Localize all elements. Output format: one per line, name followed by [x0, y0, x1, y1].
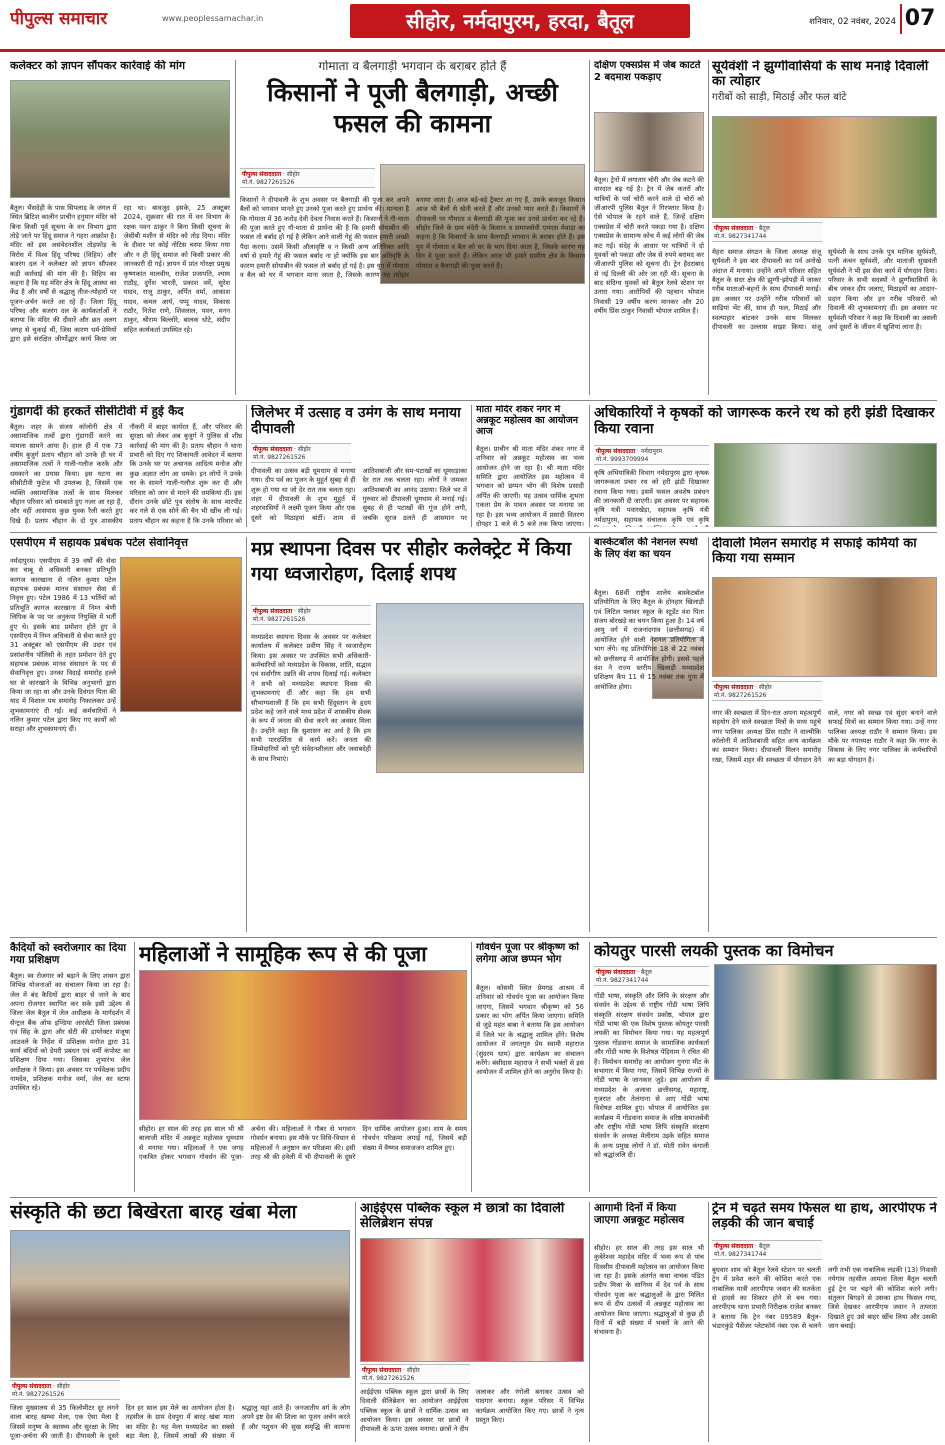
byline-place: सीहोर — [297, 608, 311, 615]
article-body: सीहोर। हर साल की तरह इस साल भी श्री बालाजी मंदिर में अन्नकूट महोत्सव धूमधाम से मनाया गया। महिलाओं ने एक जगह एकत्रित होकर भगवान गोवर्धन की पूजा-अर्चना की। महिलाओं ने गौबर से भगवान गोवर्धन बनाया। इस मौके पर विधि-विधान से महिलाओं ने अनुष्ठान कर परिक्रमा की। इसी तरह श्री की हवेली में भी दीपावली के दूसरे दिन धार्मिक आयोजन हुआ। शाम के समय गोवर्धन परिक्रमा लगाई गई, जिसमें बड़ी संख्या में वैष्णव समाजजन शामिल हुए। — [139, 1125, 467, 1162]
article-temple-demolition — [10, 60, 230, 395]
newspaper-logo — [10, 6, 160, 30]
byline: पीपुल्स संवाददाता · बैतूल मो.नं. 9827341744 — [594, 966, 709, 986]
headline: दक्षिण एक्सप्रेस में जेब काटते 2 बदमाश पकड़ाए — [594, 60, 701, 83]
headline: किसानों ने पूजी बैलगाड़ी, अच्छी फसल की कामना — [267, 77, 558, 139]
article-body: किसानों ने दीपावली के शुभ अवसर पर बैलगाड़ी की पूजा कर अपने बैलों को भगवान मानते हुए उनको पूजा करते हुए प्रार्थना की। मान्यता है कि गोमाता में 36 करोड़ देवी देवता निवास करते हैं। किसानों ने गौ-माता की पूजा करते हुए गौ-माता से प्रार्थना की है कि हमारी सोयाबीन की फसल तो बर्बाद हो गई है लेकिन आने वाली गेहूं की फसल हमारी अच्छी पैदा करना। उसमें किसी औलावृष्टि व न किसी अन्य अतिरिक्त आदि वर्षा से हमारे गेहूं की फसल बर्बाद ना हो क्योंकि इस बार अतिवृष्टि के कारण हमारी सोयाबीन की फसल तो बर्बाद हो गई है। इस युग में गोमाता व बैल को घर में भगवान माना जाता है, जिसके कारण यह त्योहार बनाया जाता है। आज बड़े-बड़े ट्रैक्टर आ गए हैं, उसके बावजूद किसान आज भी बैलों से खेती करते हैं और उनको प्यार करते हैं। किसानों ने दीपावली पर गौमाता व बैलगाड़ी की पूजा कर उनसे प्रार्थना कर रहे हैं। सीहोर जिले के ग्राम चंदेरी के किसान व समाजसेवी एमएस मेवाड़ा का कहना है कि किसानों के साथ बैलगाड़ी भगवान के बराबर होते हैं। इस युग में गोमाता व बैल को घर के भाग दिया जाता है, जिसके कारण यह दिन वे पूजा करते हैं। लेकिन आज भी हमारे ग्रामीण क्षेत्र के किसान गोमाता व बैलगाड़ी की पूजा करते हैं। — [240, 196, 585, 279]
column-rule — [589, 537, 590, 932]
headline: बास्केटबॉल की नेशनल स्पर्धा के लिए वंश का चयन — [594, 537, 698, 560]
photo-arrested-men — [594, 112, 704, 172]
article-body: बैतूल। कोसमी स्थित प्रेमगढ़ आश्रम में शनिवार को गोवर्धन पूजा का आयोजन किया जाएगा, जिसमें भगवान श्रीकृष्ण को 56 प्रकार का भोग अर्पित किया जाएगा। समिति से जुड़े महंत बाबा ने बताया कि इस आयोजन में जिले भर के श्रद्धालु शामिल होंगे। विशेष आयोजन में जगतगुरु प्रेम स्वामी महाराज (सुंदरम धाम) द्वारा कार्यक्रम का संचालन करेंगे। बंसीदास महाराज ने सभी भक्तों से इस आयोजन में शामिल होने का अनुरोध किया है। — [476, 984, 584, 1077]
byline-mobile: मो.नं. 9827261526 — [242, 179, 295, 186]
headline: संस्कृति की छटा बिखेरता बारह खंबा मेला — [10, 1202, 297, 1223]
byline-place: सीहोर — [758, 684, 772, 691]
byline-mobile: मो.नं. 9827341744 — [714, 233, 767, 240]
photo-women-gathering — [712, 116, 937, 218]
article-body: आईईएस पब्लिक स्कूल द्वारा छात्रों के लिए दिवाली सेलिब्रेशन का आयोजन आईईएस पब्लिक स्कूल के छात्रों ने धार्मिक उत्सव का आयोजन किया। इस अवसर पर छात्रों ने दीपावली के ऊपर उत्सव मनाया। छात्रों ने दीप जलाकर और रंगोली बनाकर उत्सव को यादगार बनाया। स्कूल परिसर में विभिन्न कार्यक्रम आयोजित किए गए। छात्रों ने नृत्य प्रस्तुत किए। — [360, 1388, 584, 1434]
photo-women-worship — [139, 970, 467, 1120]
website-url[interactable]: www.peoplessamachar.in — [162, 14, 264, 23]
byline: पीपुल्स संवाददाता · सीहोर मो.नं. 9827261526 — [10, 1380, 120, 1400]
article-mp-foundation-day — [251, 537, 584, 932]
byline-place: सीहोर — [297, 446, 311, 453]
byline-mobile: मो.नं. 9827261526 — [12, 1391, 65, 1398]
article-barah-khamba-fair — [10, 1202, 350, 1442]
article-rpf-rescue — [712, 1202, 937, 1442]
byline-reporter: पीपुल्स संवाददाता — [714, 684, 754, 691]
column-rule — [708, 1202, 709, 1442]
article-pickpockets-arrested — [594, 60, 704, 395]
article-body: बुधवार शाम को बैतूल रेलवे स्टेशन पर चलती ट्रेन में प्रवेश करने की कोशिश करते एक नाबालिक यात्री आरपीएफ जवान की सतर्कता से हादसे का शिकार होने से बच गया। आरपीएफ थाना प्रभारी निरीक्षक राजेश बनकर ने बताया कि ट्रेन नंबर 09589 बैतूल-भंडारकुंडे पैसेंजर प्लेटफॉर्म नंबर एक से चलने लगी तभी एक नाबालिक लड़की (13) निवासी नयेगांव तहसील आमला जिला बैतूल चलती हुई ट्रेन पर चढ़ने की कोशिश करने लगी। संतुलन बिगड़ने से उसका हाथ फिसल गया, जिसे देखकर आरपीएफ जवान ने तत्परता दिखाते हुए उसे बाहर खींच लिया और उसकी जान बचाई। — [712, 1266, 937, 1331]
byline-mobile: मो.नं. 9993709994 — [596, 456, 649, 463]
page-number: 07 — [900, 4, 938, 34]
article-body-left: गोंडी भाषा, संस्कृति और लिपि के संरक्षण और संवर्धन के उद्देश्य से राष्ट्रीय गोंडी भाषा लिपि संस्कृति संरक्षण संवर्धन प्रकोष्ठ, भोपाल द्वारा गोंडी भाषा की एक विशेष पुस्तक कोयतुर पारसी लयकी का विमोचन किया गया। यह महत्वपूर्ण पुस्तक गोंडवाना समाज के सामाजिक कार्यकर्ता और गोंडी भाषा के विशेषज्ञ पेड़ियाम ने रचित की है। विमोचन समारोह का आयोजन गुनगा मीट के सभागार में किया गया, जिसमें विभिन्न राज्यों के गोंडी भाषा के जानकार जुड़े। इस आयोजन में मध्यप्रदेश के अलावा छत्तीसगढ़, महाराष्ट्र, गुजरात और तेलंगाना से आए गोंडी भाषा विशेषज्ञ शामिल हुए। भोपाल में आयोजित इस कार्यक्रम में गोंडवाना समाज के वरिष्ठ समाजसेवी और राष्ट्रीय गोंडी भाषा लिपि संस्कृति संरक्षण संवर्धन के अध्यक्ष मेलीराम उइके सहित समाज के अन्य प्रमुख लोगों ने डॉ. मोती रावेन कंगाली को श्रद्धांजलि दी। — [594, 992, 709, 1160]
article-bullock-cart-puja — [240, 60, 585, 395]
byline-mobile: मो.नं. 9827341744 — [714, 1251, 767, 1258]
column-rule — [708, 60, 709, 395]
byline: पीपुल्स संवाददाता · सीहोर मो.नं. 9827261526 — [360, 1364, 470, 1384]
byline: पीपुल्स संवाददाता · बैतूल मो.नं. 9827341744 — [712, 222, 822, 242]
headline: सूर्यवंशी ने झुग्गीवासियों के साथ मनाई दिवाली का त्योहार — [712, 60, 929, 89]
headline: कोयतुर पारसी लयकी पुस्तक का विमोचन — [594, 942, 834, 960]
article-slum-diwali — [712, 60, 937, 395]
byline-place: सीहोर — [56, 1383, 70, 1390]
article-body: बैतूल। भैंसदेही के पास सिपलाड़ के जंगल में स्थित ब्रिटिश कालीन प्राचीन हनुमान मंदिर को बिना किसी पूर्व सूचना के वन विभाग द्वारा तोड़े जाने पर हिंदू समाज ने गहरा आक्रोश है। मंदिर को इस असंवेदनशील तोड़फोड़ के विरोध में विश्व हिंदू परिषद (विहिप) और बजरंग दल ने कलेक्टर को ज्ञापन सौंपकर कड़ी कार्रवाई की मांग की है। विहिप का कहना है कि यह मंदिर क्षेत्र के हिंदू आस्था का केंद्र है और वर्षों से श्रद्धालु तीज-त्योहारों पर पूजन-अर्चन करते आ रहे हैं। जिला हिंदू परिषद और बजरंग दल के कार्यकर्ताओं ने बताया कि मंदिर की दीवारें और छत अलग जगह से चुकाई थीं, जिस कारण धर्म-प्रेमियों द्वारा इसे संरक्षित जीर्णोद्धार कार्य किया जा रहा था। बावजूद इसके, 25 अक्टूबर 2024, शुक्रवार की रात में वन विभाग के रक्षक पवन ठाकुर ने बिना किसी सूचना के जेसीबी मशीन से मंदिर को तोड़ दिया। मंदिर के दीवार पर कोई नोटिस चस्पा किया गया और न ही हिंदू समाज को किसी प्रकार की जानकारी दी गई। ज्ञापन में प्रांत गोरक्षा प्रमुख कृष्णकांत मालवीय, राजेश प्रजापति, श्याम राठौड़, दुर्गेश भारती, प्रकाश वर्मे, सुरेश यादव, राजू ठाकुर, अर्पित वर्मा, आकाश यादव, कमल आर्य, पप्पू यादव, विकास राठौर, नितेश राणे, शिवलाल, पवन, मनन ठाकुर, श्रीराम बिल्लोरे, बालक धोटे, संदीप सहित कार्यकर्ता उपस्थित रहे। — [10, 204, 230, 344]
photo-flag-hoisting — [376, 603, 584, 773]
masthead — [0, 0, 945, 52]
column-rule — [708, 537, 709, 932]
byline-reporter: पीपुल्स संवाददाता — [253, 446, 293, 453]
headline: आईईएस पब्लिक स्कूल में छात्रों का दिवाली सेलिब्रेशन संपन्न — [360, 1202, 565, 1231]
headline: गोवर्धन पूजा पर श्रीकृष्ण को लगेगा आज छप्पन भोग — [476, 942, 579, 965]
byline-reporter: पीपुल्स संवाददाता — [596, 969, 636, 976]
photo-demolished-temple — [10, 80, 230, 198]
row-rule — [10, 532, 937, 533]
byline: पीपुल्स संवाददाता · सीहोर मो.नं. 9827261526 — [240, 168, 375, 188]
photo-fair-crowd — [10, 1230, 350, 1378]
subheadline: गरीबों को साड़ी, मिठाई और फल बांटे — [712, 91, 847, 103]
headline: माता मंदिर शंकर नगर में अन्नकूट महोत्सव का आयोजन आज — [476, 405, 579, 437]
column-rule — [134, 942, 135, 1192]
headline: मप्र स्थापना दिवस पर सीहोर कलेक्ट्रेट में किया गया ध्वजारोहण, दिलाई शपथ — [251, 538, 572, 585]
byline: पीपुल्स संवाददाता · नर्मदापुरम मो.नं. 9993709994 — [594, 445, 709, 465]
column-rule — [246, 405, 247, 527]
headline: कलेक्टर को ज्ञापन सौंपकर कार्रवाई की मांग — [10, 60, 186, 72]
row-rule — [10, 400, 937, 401]
article-gondi-book-launch — [594, 942, 937, 1192]
byline: पीपुल्स संवाददाता · बैतूल मो.नं. 9827341744 — [712, 1240, 822, 1260]
byline-mobile: मो.नं. 9827261526 — [253, 616, 306, 623]
article-body: बैतूल। ट्रेनों में लगातार चोरी और जेब कटने की वारदात बढ़ गई है। ट्रेन में जेब कतरों और यात्रियों के पर्स चोरी करने वाले दो चोरों को जीआरपी पुलिस बैतूल ने गिरफ्तार किया है। ऐसे भोपाल के रहने वाले हैं, जिन्हें दक्षिण एक्सप्रेस में चोरी करते पकड़ा गया है। दक्षिण एक्सप्रेस के सामान्य कोच में कई लोगों की जेब कट गई। संदेह के आधार पर यात्रियों ने दो युवकों को पकड़ा और जेब से रुपये बरामद कर जीआरपी पुलिस को सूचना दी। ट्रेन हैदराबाद से नई दिल्ली की ओर जा रही थी। सूचना के बाद संदिग्ध युवकों को बैतूल रेलवे स्टेशन पर उतारा गया। आरोपियों की पहचान भोपाल निवासी 19 वर्षीय करण मानकर और 20 वर्षीय प्रिंस ठाकुर निवासी भोपाल शामिल हैं। — [594, 176, 704, 316]
column-rule — [471, 405, 472, 527]
row-rule — [10, 1197, 937, 1198]
headline: अधिकारियों ने कृषकों को जागरूक करने रथ को हरी झंडी दिखाकर किया रवाना — [594, 405, 935, 438]
headline: दीवाली मिलन समारोह में सफाई कर्मियों का किया गया सम्मान — [712, 537, 917, 566]
article-ies-school-diwali — [360, 1202, 584, 1442]
article-body: बैतूल। 68वीं राष्ट्रीय शालेय बास्केटबॉल प्रतियोगिता के लिए बैतूल के होनहार खिलाड़ी एवं लिटिल फ्लावर स्कूल के स्टूडेंट वंश पिता संजय बोरखड़े का चयन किया हुआ है। 14 वर्ष आयु वर्ग में राजनांदगांव (छत्तीसगढ़) में आयोजित होने वाली नेशनल प्रतियोगिता में भाग लेंगे। यह प्रतियोगिता 18 से 22 नवंबर को छत्तीसगढ़ में आयोजित होगी। इससे पहले वंश ने राज्य स्तरीय खिलाड़ी मध्यप्रदेश प्रशिक्षण कैंप 11 से 15 नवंबर तक गुना में आयोजित होगा। — [594, 589, 704, 691]
column-rule — [589, 60, 590, 395]
byline-reporter: पीपुल्स संवाददाता — [714, 225, 754, 232]
byline-place: बैतूल — [758, 1243, 770, 1250]
article-govardhan-puja — [476, 942, 584, 1192]
article-farmer-awareness-chariot — [594, 405, 937, 527]
photo-retirement-ceremony — [120, 557, 242, 712]
headline: ट्रेन में चढ़ते समय फिसल था हाथ, आरपीएफ ने लड़की की जान बचाई — [712, 1202, 937, 1231]
byline-mobile: मो.नं. 9827261526 — [362, 1375, 415, 1382]
article-body: दीपावली का उत्सव बड़ी धूमधाम से मनाया गया। दीप पर्व का पूजन के मुहूर्त सुबह से ही शुरू हो गया था जो देर रात तक चलता रहा। शहर में दीपावली के शुभ मुहूर्त में शहरवासियों ने लक्ष्मी पूजन किया और एक दूसरे को मिठाइयां बांटीं। शाम से आतिशबाजी और सम-पटाखों का धूमधड़ाका देर रात तक चलता रहा। लोगों ने जमकर आतिशबाजी का आनंद उठाया। जिले भर में गुरुवार को दीपावली धूमधाम से मनाई गई। सुबह से ही पटाखों की गूंज होने लगी, जबकि सूरज ढलते ही आसमान पर — [251, 467, 467, 522]
byline-reporter: पीपुल्स संवाददाता — [253, 608, 293, 615]
article-diwali-celebration — [251, 405, 467, 527]
headline: कैदियों को स्वरोजगार का दिया गया प्रशिक्षण — [10, 942, 127, 967]
headline: जिलेभर में उत्साह व उमंग के साथ मनाया दीपावली — [251, 405, 461, 438]
issue-date: शनिवार, 02 नवंबर, 2024 — [809, 17, 896, 27]
photo-flag-off-vehicle — [714, 443, 937, 527]
byline-mobile: मो.नं. 9827261526 — [714, 692, 767, 699]
article-spm-retirement — [10, 537, 242, 932]
article-body: जिला मुख्यालय से 35 किलोमीटर दूर लगने वाला बारह खम्भा मेला, एक ऐसा मेला है जिसमें मनुष्य के स्वास्थ्य और सुरक्षा के लिए पूजा-अर्चना की जाती है। दीपावली के दूसरे दिन हर साल इस मेले का आयोजन होता है। तहसील के ग्राम देवपुरा में बारह खंबा माता का मंदिर है। यह मेला मध्यप्रदेश का सबसे बड़ा मेला है, जिसमें लाखों की संख्या में श्रद्धालु यहां आते हैं। जनजातीय वर्ग के लोग अपने इष्ट देव की शिला का पूजन अर्चन करते हैं और पशुधन की सुख समृद्धि की कामना — [10, 1404, 350, 1441]
byline-reporter: पीपुल्स संवाददाता — [362, 1367, 402, 1374]
kicker: गोमाता व बैलगाड़ी भगवान के बराबर होते हैं — [318, 60, 507, 73]
column-rule — [589, 942, 590, 1192]
article-cctv-hooliganism — [10, 405, 242, 527]
article-annakut-shankar-nagar — [476, 405, 584, 527]
article-prisoner-training — [10, 942, 130, 1192]
byline: पीपुल्स संवाददाता · सीहोर मो.नं. 9827261526 — [712, 681, 822, 701]
article-body: नगर की स्वच्छता में दिन-रात अपना महत्वपूर्ण सहयोग देने वाले स्वच्छता मित्रों के मध्य पहुंचे नगर पालिका अध्यक्ष प्रिंस राठौर ने वाल्मीकि कॉलोनी में आतिशबाजी सहित अन्य कार्यक्रम का सम्मान किया। दीपावली मिलन समारोह रखा, जिसमें शहर की स्वच्छता में योगदान देने वाले, नगर को स्वच्छ एवं सुंदर बनाने वाले सफाई मित्रों का सम्मान किया गया। उन्हें नगर पालिका अध्यक्ष राठौर ने सम्मान किया। इस मौके पर नपाध्यक्ष राठौर ने कहा कि नगर के विकास के लिए नगर पालिका के कर्मचारियों का बड़ा योगदान है। — [712, 709, 937, 764]
article-body: बैतूल। शहर के संजय कॉलोनी क्षेत्र में असामाजिक तत्वों द्वारा गुंडागर्दी करने का मामला सामने आया है। हाल ही में एक 73 वर्षीय बुजुर्ग प्रताप चौहान को उनके ही घर में असामाजिक तत्वों ने गाली-गलौज करके और धमकाने का प्रयास किया। इस घटना का सीसीटीवी फुटेज भी उपलब्ध है, जिसमें एक व्यक्ति असामाजिक तत्वों के साथ मिलकर चौहान परिवार को धमकाते हुए नजर आ रहा है, और वहीं आसपास कुछ युवक रैली करते हुए दिखे हैं। प्रताप चौहान के दो पुत्र शासकीय नौकरी में बाहर कार्यरत हैं, और परिवार की सुरक्षा को लेकर अब बुजुर्ग ने पुलिस से शीघ्र कार्रवाई की मांग की है। प्रताप चौहान ने थाना प्रभारी को दिए गए शिकायती आवेदन में बताया कि उनके घर पर अचानक आदित्य मनोज और कुछ अज्ञात लोग आ धमके। इन लोगों ने उनके घर के सामने गाली-गलौज शुरू कर दी और परिवार को जान से मारने की धमकियां दीं। इस दौरान उनके छोटे पुत्र संतोष के साथ मारपीट कर गले से एक सोने की चैन भी खींच ली गई। प्रताप चौहान का कहना है कि उनके परिवार को — [10, 423, 242, 525]
headline: आगामी दिनों में किया जाएगा अन्नकूट महोत्सव — [594, 1202, 685, 1227]
article-body: कृषि अभियांत्रिकी विभाग नर्मदापुरम द्वारा कृषक जागरूकता प्रचार रथ को हरी झंडी दिखाकर रवाना किया गया। इसमें फसल अवशेष प्रबंधन की जानकारी दी जाएगी। इस अवसर पर सहायक कृषि यंत्री पवारखेड़ा, सहायक कृषि यंत्री नर्मदापुरम, सहायक संचालक कृषि एवं कृषि — [594, 469, 709, 524]
article-annakut-kubereshwar — [594, 1202, 704, 1442]
region-banner — [350, 4, 690, 38]
byline: पीपुल्स संवाददाता · सीहोर मो.नं. 9827261526 — [251, 443, 351, 463]
article-body: नर्मदापुरम। एसपीएम में 39 वर्षों की सेवा कर चाबू से अधिकारी बनकर प्रतिभूति कागज कारखाना से नलिन कुमार पटेल सहायक प्रबंधक मानव संसाधन सेवा से निवृत्त हुए। पटेल 1986 में 13 भर्तियों को प्रतिभूति कागज कारखाना में निम्न श्रेणी लिपिक के पद पर अनुकंपा नियुक्ति में भर्ती हुए थे। इसके बाद प्रमोशन होते हुए वे एसपीएम में निम्न अधिकारी से सेवा करते हुए 31 अक्टूबर को एसपीएम की उदार एवं प्रसांशनीय पॉलिसी के तहत प्रमोशन देते हुए सहायक प्रबंधक मानव संसाधन के पद से सेवानिवृत्त हुए। उनका विदाई समारोह हल्ले घर से कारखाने के विभिन्न अनुभागों द्वारा किया जा रहा था और उनके दिवंगत पिता की याद में विशाल पथ समारोह निकालकर उन्हें शुभकामनाएं दी गईं। कई कर्मचारियों ने नलिन कुमार पटेल द्वारा किए गए कार्यों को सराहा और शुभकामनाएं दीं। — [10, 557, 116, 734]
byline-place: सीहोर — [286, 171, 300, 178]
byline-reporter: पीपुल्स संवाददाता — [12, 1383, 52, 1390]
headline: एसपीएम में सहायक प्रबंधक पटेल सेवानिवृत्त — [10, 537, 189, 549]
article-body: मध्यप्रदेश स्थापना दिवस के अवसर पर कलेक्टर कार्यालय में कलेक्टर प्रवीण सिंह ने ध्वजारोहण किया। इस अवसर पर उपस्थित सभी अधिकारी-कर्मचारियों को मध्यप्रदेश के विकास, शांति, सद्भाव एवं सर्वांगीण उन्नति की शपथ दिलाई गई। कलेक्टर ने सभी को मध्यप्रदेश स्थापना दिवस की शुभकामनाएं दीं और कहा कि हम सभी सौभाग्यशाली हैं कि हम सभी हिंदुस्तान के हृदय प्रदेश कहे जाने वाले मध्य प्रदेश में शासकीय सेवक के रूप में जनता की सेवा करने का अवसर मिला है। उन्होंने कहा कि सुशासन का अर्थ है कि हम सभी पारदर्शिता से कार्य करें। जनता की जिम्मेदारियों को पूरी संवेदनशीलता और जवाबदेही के साथ निभाएं। — [251, 633, 371, 763]
byline-mobile: मो.नं. 9827261526 — [253, 454, 306, 461]
byline-mobile: मो.नं. 9827341744 — [596, 977, 649, 984]
column-rule — [589, 405, 590, 527]
byline-place: बैतूल — [640, 969, 652, 976]
article-body: सीहोर। हर साल की तरह इस साल भी कुबेरेश्वर महादेव मंदिर में भव्य रूप से पांच दिवसीय दीपावली महोत्सव का आयोजन किया जा रहा है। इसके अंतर्गत कथा वाचक पंडित प्रदीप मिश्रा के सानिध्य में देव पर्व के साथ गोवर्धन पूजा कर श्रद्धालुओं के द्वारा मिलित रूप से दीप उत्सवों में अन्नकूट महोत्सव का आयोजन किया जाएगा। श्रद्धालुओं से कुछ ही दिनों में बड़ी संख्या में भक्तों के आने की संभावना है। — [594, 1244, 704, 1337]
article-women-puja — [139, 942, 467, 1192]
column-rule — [471, 942, 472, 1192]
byline-reporter: पीपुल्स संवाददाता — [714, 1243, 754, 1250]
photo-book-release — [714, 964, 937, 1080]
article-sanitation-workers-honored — [712, 537, 937, 932]
photo-school-dance — [360, 1238, 584, 1362]
column-rule — [235, 60, 236, 395]
byline-reporter: पीपुल्स संवाददाता — [242, 171, 282, 178]
article-body: बैतूल। प्राचीन श्री माता मंदिर शंकर नगर में शनिवार को अन्नकूट महोत्सव का भव्य आयोजन होने जा रहा है। श्री माता मंदिर समिति द्वारा आयोजित इस महोत्सव में भगवान को छप्पन भोग की विशेष प्रसादी अर्पित की जाएगी। यह उत्सव धार्मिक शुभता एकता प्रेम के पावन अवसर पर मनाया जा रहा है। इस भव्य आयोजन में प्रसादी वितरण दोपहर 1 बजे से 5 बजे तक किया जाएगा। — [476, 445, 584, 527]
column-rule — [355, 1202, 356, 1442]
logo-text: पीपुल्स समाचार — [10, 9, 108, 29]
article-body: बैतूल। स्व रोजगार को बढ़ाने के लिए शासन द्वारा विभिन्न योजनाओं का संचालन किया जा रहा है। जेल में बंद कैदियों द्वारा बाहर से जाने के बाद अपना रोजगार स्थापित कर सके इसी उद्देश्य से जिला जेल बैतूल में जेल अधीक्षक के मार्गदर्शन में सेन्ट्रल बैंक ऑफ इण्डिया आरसेटी जिला प्रबंधक एवं सिंह के द्वारा और सेटी की डायरेक्टर मंजूषा आठवले के निर्देश में प्रशिक्षक मनोज द्वारा 31 कार्य बंदियों को डेयरी प्रबंधन एवं वर्मी कंपोस्ट का प्रशिक्षण दिया गया। जिसका शुभारंभ जेल अधीक्षक ने किया। इस अवसर पर पर्यवेक्षक प्रदीप नामदेव, प्रशिक्षक मनोज वर्मा, जेल का स्टाफ उपस्थित रहे। — [10, 972, 130, 1093]
article-body: मेहरा समाज संगठन के जिला अध्यक्ष संजू सूर्यवंशी ने इस बार दीपावली का पर्व अनोखे अंदाज में मनाया। उन्होंने अपने परिवार सहित बैतूल के सदर क्षेत्र की झुग्गी-झोपड़ी में जाकर गरीब माताओं-बहनों के साथ दीपावली मनाई। इस अवसर पर उन्होंने गरीब परिवारों को साड़ियां भेंट कीं, साथ ही फल, मिठाई और स्वल्पाहार बांटकर उनके साथ मिलकर दीपावली का उल्लास साझा किया। संजू सूर्यवंशी के साथ उनके पुत्र मानिक सूर्यवंशी, पत्नी कंचन सूर्यवंशी, और माताजी सुखवती सूर्यवंशी ने भी इस सेवा कार्य में योगदान दिया। परिवार के सभी सदस्यों ने झुग्गीवासियों के बीच जाकर दीप जलाए, मिठाइयों का आदान-प्रदान किया और इन गरीब परिवारों को दिवाली की शुभकामनाएं दीं। इस अवसर पर सूर्यवंशी परिवार ने कहा कि दिवाली का असली अर्थ दूसरों के जीवन में खुशियां लाना है। — [712, 248, 937, 331]
column-rule — [589, 1202, 590, 1442]
region-title: सीहोर, नर्मदापुरम, हरदा, बैतूल — [406, 9, 634, 33]
byline: पीपुल्स संवाददाता · सीहोर मो.नं. 9827261526 — [251, 605, 371, 625]
photo-sanitation-felicitation — [712, 577, 937, 677]
byline-place: नर्मदापुरम — [640, 448, 662, 455]
byline-reporter: पीपुल्स संवाददाता — [596, 448, 636, 455]
byline-place: बैतूल — [758, 225, 770, 232]
article-basketball-selection — [594, 537, 704, 932]
row-rule — [10, 937, 937, 938]
headline: महिलाओं ने सामूहिक रूप से की पूजा — [139, 942, 427, 966]
headline: गुंडागर्दी की हरकतें सीसीटीवी में हुई कैद — [10, 405, 184, 418]
column-rule — [246, 537, 247, 932]
byline-place: सीहोर — [406, 1367, 420, 1374]
